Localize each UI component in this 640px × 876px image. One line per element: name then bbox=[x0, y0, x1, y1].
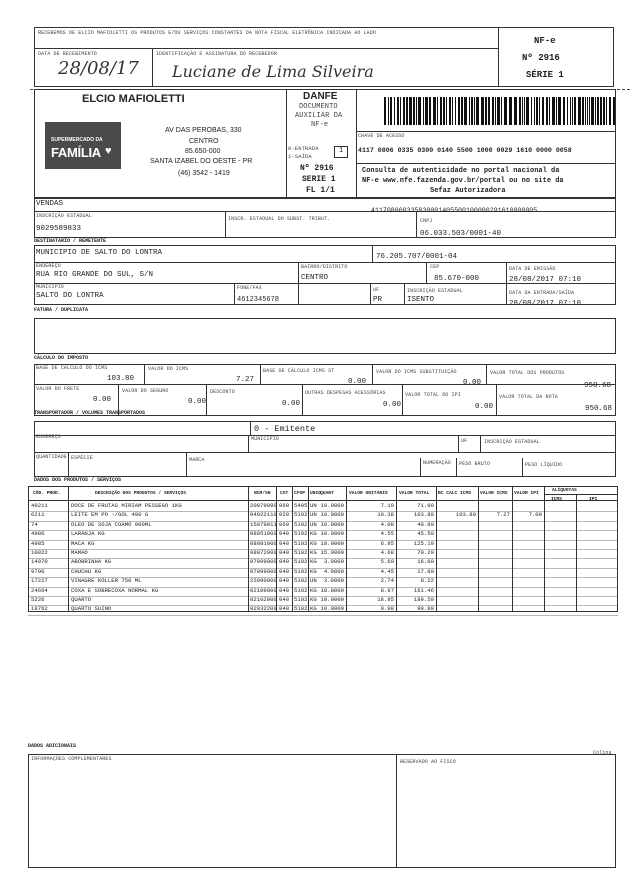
recipient-uf: PR bbox=[373, 296, 383, 304]
cell-bc-icms: 103.80 bbox=[455, 511, 476, 519]
col-cfop: CFOP bbox=[294, 491, 306, 496]
receipt-series: SÉRIE 1 bbox=[526, 70, 564, 80]
cell-unit-value: 18.95 bbox=[377, 596, 394, 603]
col-icms: VALOR ICMS bbox=[480, 491, 508, 496]
danfe-sub1: DOCUMENTO bbox=[299, 103, 338, 111]
recipient-district-label: BAIRRO/DISTRITO bbox=[301, 264, 348, 270]
cell-ncm: 02109900 bbox=[250, 586, 277, 594]
cell-total: 161.46 bbox=[413, 586, 434, 594]
cell-ncm: 02032200 bbox=[250, 605, 277, 613]
emission-label: DATA DE EMISSÃO bbox=[509, 266, 556, 272]
cell-total: 40.80 bbox=[417, 520, 434, 528]
cell-ncm: 15079011 bbox=[250, 520, 277, 528]
cell-cst: 040 bbox=[279, 586, 290, 594]
transport-net-label: PESO LÍQUIDO bbox=[525, 462, 563, 468]
cell-unit: UN bbox=[310, 577, 317, 585]
logo-line2: FAMÍLIA bbox=[51, 145, 101, 160]
recipient-cep: 85.670-000 bbox=[434, 275, 480, 283]
receipt-date-label: DATA DE RECEBIMENTO bbox=[38, 51, 97, 57]
recipient-city: SALTO DO LONTRA bbox=[36, 292, 104, 300]
cell-unit-value: 4.68 bbox=[380, 549, 394, 556]
cell-unit: KG bbox=[310, 549, 317, 556]
cell-code: 5226 bbox=[31, 596, 45, 603]
cell-code: 24664 bbox=[31, 586, 48, 594]
col-qty: QUANT bbox=[320, 491, 334, 496]
recipient-phone: 4612345678 bbox=[237, 296, 280, 304]
tax-icms-st: 0.00 bbox=[463, 379, 482, 387]
cell-cst: 040 bbox=[279, 549, 290, 556]
additional-frame bbox=[28, 754, 616, 868]
cell-desc: QUARTO SUINO bbox=[71, 605, 112, 613]
tax-freight: 0.00 bbox=[93, 396, 112, 404]
col-desc: DESCRIÇÃO DOS PRODUTOS / SERVIÇOS bbox=[95, 491, 186, 496]
receipt-nfe-label: NF-e bbox=[534, 36, 556, 46]
danfe-sub2: AUXILIAR DA bbox=[295, 112, 343, 120]
transport-numbering-label: NUMERAÇÃO bbox=[423, 460, 451, 466]
cell-cfop: 5102 bbox=[294, 567, 308, 575]
tax-base-label: BASE DE CÁLCULO DO ICMS bbox=[36, 365, 108, 371]
cell-ncm: 22090000 bbox=[250, 577, 277, 585]
col-rate-icms: ICMS bbox=[551, 497, 563, 502]
transport-uf-label: UF bbox=[461, 438, 468, 444]
cell-qty: 10.0000 bbox=[320, 520, 344, 528]
cnpj-value: 06.033.503/0001-40 bbox=[420, 230, 502, 238]
cell-qty: 10.0000 bbox=[320, 605, 344, 613]
recipient-ie-label: INSCRIÇÃO ESTADUAL bbox=[407, 288, 463, 294]
cell-total: 45.50 bbox=[417, 530, 434, 538]
transport-city-label: MUNICÍPIO bbox=[251, 436, 279, 442]
cell-unit-value: 8.97 bbox=[380, 586, 394, 594]
ie-st-label: INSCR. ESTADUAL DO SUBST. TRIBUT. bbox=[228, 216, 331, 222]
recipient-phone-label: FONE/FAX bbox=[237, 285, 262, 291]
cell-cfop: 5102 bbox=[294, 596, 308, 603]
col-rate-ipi: IPI bbox=[589, 497, 598, 502]
cell-cfop: 5405 bbox=[294, 502, 308, 509]
danfe-type: 1 bbox=[339, 147, 344, 155]
cell-code: 4985 bbox=[31, 539, 45, 547]
recipient-uf-label: UF bbox=[373, 287, 380, 293]
invoice-frame bbox=[34, 318, 616, 354]
cell-qty: 10.0000 bbox=[320, 511, 344, 519]
tax-other-label: OUTRAS DESPESAS ACESSÓRIAS bbox=[305, 390, 386, 396]
col-unit-value: VALOR UNITÁRIO bbox=[349, 491, 388, 496]
tax-icms-label: VALOR DO ICMS bbox=[148, 366, 189, 372]
cell-cst: 040 bbox=[279, 605, 290, 613]
access-key-barcode bbox=[384, 97, 618, 125]
col-bc-icms: BC CALC ICMS bbox=[438, 491, 472, 496]
additional-section: DADOS ADICIONAIS bbox=[28, 743, 77, 749]
cnpj-label: CNPJ bbox=[420, 218, 433, 224]
tax-products: 950.68 bbox=[584, 382, 612, 390]
tax-other: 0.00 bbox=[383, 401, 402, 409]
consult-line3: Sefaz Autorizadora bbox=[430, 187, 506, 195]
cell-cst: 060 bbox=[279, 502, 290, 509]
cell-unit: KG bbox=[310, 567, 317, 575]
tax-discount-label: DESCONTO bbox=[210, 389, 235, 395]
cell-desc: LARANJA KG bbox=[71, 530, 105, 538]
cell-qty: 10.0000 bbox=[320, 596, 344, 603]
cell-desc: VINAGRE KOLLER 750 ML bbox=[71, 577, 142, 585]
cell-unit-value: 2.74 bbox=[380, 577, 394, 585]
cell-unit-value: 10.38 bbox=[377, 511, 394, 519]
cell-ipi: 7.00 bbox=[528, 511, 542, 519]
cell-cst: 040 bbox=[279, 558, 290, 566]
receipt-sign-label: IDENTIFICAÇÃO E ASSINATURA DO RECEBEDOR bbox=[156, 51, 277, 57]
cell-ncm: 07099000 bbox=[250, 558, 277, 566]
issuer-city: SANTA IZABEL DO OESTE - PR bbox=[150, 158, 253, 165]
emission-value: 28/08/2017 07:10 bbox=[509, 276, 582, 284]
cell-total: 189.50 bbox=[413, 596, 434, 603]
cell-total: 71.90 bbox=[417, 502, 434, 509]
cell-desc: DOCE DE FRUTAS MIRIAM PESSEGO 1KG bbox=[71, 502, 182, 509]
cell-total: 70.20 bbox=[417, 549, 434, 556]
danfe-page: FL 1/1 bbox=[306, 186, 335, 195]
cell-ncm: 07099000 bbox=[250, 567, 277, 575]
cell-code: 14970 bbox=[31, 558, 48, 566]
cell-code: 17227 bbox=[31, 577, 48, 585]
cell-unit-value: 9.98 bbox=[380, 605, 394, 613]
transport-ie-label: INSCRIÇÃO ESTADUAL bbox=[484, 439, 540, 445]
entry-value: 28/08/2017 07:10 bbox=[509, 300, 582, 308]
tax-base: 103.80 bbox=[107, 375, 135, 383]
tax-icms: 7.27 bbox=[236, 376, 255, 384]
cell-desc: QUARTO bbox=[71, 596, 92, 603]
cell-desc: COXA E SOBRECOXA NORMAL KG bbox=[71, 586, 159, 594]
col-code: CÓD. PROD. bbox=[33, 491, 61, 496]
cell-unit: UN bbox=[310, 520, 317, 528]
access-key-label: CHAVE DE ACESSO bbox=[358, 133, 405, 139]
tax-section: CÁLCULO DO IMPOSTO bbox=[34, 355, 89, 361]
danfe-sub3: NF-e bbox=[311, 121, 329, 129]
cell-unit-value: 4.55 bbox=[380, 530, 394, 538]
col-cst: CST bbox=[280, 491, 289, 496]
cell-ncm: 04022110 bbox=[250, 511, 277, 519]
cell-cst: 020 bbox=[279, 511, 290, 519]
cell-qty: 18.0000 bbox=[320, 586, 344, 594]
cell-desc: MACA KG bbox=[71, 539, 95, 547]
cell-desc: CHUCHU KG bbox=[71, 567, 102, 575]
reserved-label: RESERVADO AO FISCO bbox=[400, 759, 456, 765]
cell-qty: 10.0000 bbox=[320, 530, 344, 538]
cell-cst: 040 bbox=[279, 567, 290, 575]
cell-cfop: 5102 bbox=[294, 586, 308, 594]
recipient-city-label: MUNICÍPIO bbox=[36, 284, 64, 290]
transport-section: TRANSPORTADOR / VOLUMES TRANSPORTADOS bbox=[34, 410, 146, 416]
recipient-district: CENTRO bbox=[301, 274, 329, 282]
cell-unit-value: 6.95 bbox=[380, 539, 394, 547]
cell-ncm: 08051000 bbox=[250, 530, 277, 538]
cell-cfop: 5102 bbox=[294, 605, 308, 613]
cell-total: 17.80 bbox=[417, 567, 434, 575]
tax-base-st-label: BASE DE CÁLCULO ICMS ST bbox=[263, 368, 335, 374]
transport-address-label: ENDEREÇO bbox=[36, 434, 61, 440]
cell-desc: LEITE EM PO -/GOL 400 G bbox=[71, 511, 149, 519]
cell-total: 16.80 bbox=[417, 558, 434, 566]
cell-cst: 040 bbox=[279, 596, 290, 603]
cell-cst: 040 bbox=[279, 539, 290, 547]
heart-icon: ♥ bbox=[105, 146, 112, 158]
cell-qty: 3.0000 bbox=[323, 577, 344, 585]
transport-species-label: ESPÉCIE bbox=[71, 455, 93, 461]
cell-code: 18762 bbox=[31, 605, 48, 613]
cell-qty: 15.0000 bbox=[320, 549, 344, 556]
cell-code: 6211 bbox=[31, 511, 45, 519]
transport-qty-label: QUANTIDADE bbox=[36, 454, 68, 460]
issuer-phone: (46) 3542 - 1419 bbox=[178, 170, 230, 177]
cell-cfop: 5102 bbox=[294, 539, 308, 547]
transport-frame bbox=[34, 421, 616, 477]
invoice-section: FATURA / DUPLICATA bbox=[34, 307, 89, 313]
consult-line1: Consulta de autenticidade no portal nacional da bbox=[362, 167, 560, 175]
cell-desc: MAMAO bbox=[71, 549, 88, 556]
cell-code: 9790 bbox=[31, 567, 45, 575]
cell-unit: KG bbox=[310, 558, 317, 566]
col-ipi: VALOR IPI bbox=[514, 491, 539, 496]
tax-ipi: 0.00 bbox=[475, 403, 494, 411]
cell-qty: 18.0000 bbox=[320, 539, 344, 547]
cell-total: 99.80 bbox=[417, 605, 434, 613]
tax-base-st: 0.00 bbox=[348, 378, 367, 386]
tax-insurance-label: VALOR DO SEGURO bbox=[122, 388, 169, 394]
transport-gross-label: PESO BRUTO bbox=[459, 461, 491, 467]
cell-unit: KG bbox=[310, 596, 317, 603]
recipient-ie: ISENTO bbox=[407, 296, 435, 304]
issuer-district: CENTRO bbox=[189, 138, 219, 145]
cell-icms: 7.27 bbox=[496, 511, 510, 519]
issuer-name: ELCIO MAFIOLETTI bbox=[82, 93, 185, 105]
cell-cst: 040 bbox=[279, 530, 290, 538]
col-rates: ALÍQUOTAS bbox=[552, 488, 577, 493]
issuer-zip: 85.650-000 bbox=[185, 148, 221, 155]
protocol: 411708060335030001405500100000291610000005 bbox=[371, 207, 538, 214]
col-unit: UNID bbox=[310, 491, 322, 496]
col-total: VALOR TOTAL bbox=[399, 491, 430, 496]
tax-discount: 0.00 bbox=[282, 400, 301, 408]
cell-code: 74 bbox=[31, 520, 38, 528]
cell-cfop: 5102 bbox=[294, 520, 308, 528]
cell-ncm: 08081000 bbox=[250, 539, 277, 547]
recipient-cnpj: 76.205.707/0001-04 bbox=[376, 253, 458, 261]
cell-cfop: 5102 bbox=[294, 577, 308, 585]
freight-mode: 0 - Emitente bbox=[254, 424, 316, 434]
ie-value: 9029589833 bbox=[36, 225, 82, 233]
cell-qty: 3.0000 bbox=[323, 558, 344, 566]
cell-cfop: 5102 bbox=[294, 549, 308, 556]
issuer-address: AV DAS PEROBAS, 330 bbox=[165, 127, 242, 134]
cell-unit-value: 5.60 bbox=[380, 558, 394, 566]
tax-products-label: VALOR TOTAL DOS PRODUTOS bbox=[490, 370, 565, 376]
cell-qty: 10.0000 bbox=[320, 502, 344, 509]
cell-unit: KG bbox=[310, 539, 317, 547]
tax-freight-label: VALOR DO FRETE bbox=[36, 386, 80, 392]
additional-footer: Colina bbox=[593, 750, 612, 756]
products-section: DADOS DOS PRODUTOS / SERVIÇOS bbox=[34, 477, 122, 483]
cell-unit-value: 4.08 bbox=[380, 520, 394, 528]
cell-desc: OLEO DE SOJA COAMO 900ML bbox=[71, 520, 152, 528]
cell-unit: KG bbox=[310, 605, 317, 613]
cell-total: 103.80 bbox=[413, 511, 434, 519]
cell-desc: ABOBRINHA KG bbox=[71, 558, 112, 566]
tax-icms-st-label: VALOR DO ICMS SUBSTITUIÇÃO bbox=[376, 369, 457, 375]
cell-unit: KG bbox=[310, 530, 317, 538]
col-ncm: NCM/SH bbox=[254, 491, 271, 496]
recipient-section: DESTINATÁRIO / REMETENTE bbox=[34, 238, 107, 244]
tax-insurance: 0.00 bbox=[188, 398, 207, 406]
recipient-name: MUNICIPIO DE SALTO DO LONTRA bbox=[36, 249, 163, 257]
cell-unit: KG bbox=[310, 586, 317, 594]
cell-unit-value: 4.45 bbox=[380, 567, 394, 575]
cell-cfop: 5102 bbox=[294, 511, 308, 519]
cell-cst: 040 bbox=[279, 577, 290, 585]
cell-ncm: 02102000 bbox=[250, 596, 277, 603]
cell-qty: 4.0000 bbox=[323, 567, 344, 575]
danfe-title: DANFE bbox=[303, 91, 338, 102]
complementary-label: INFORMAÇÕES COMPLEMENTARES bbox=[31, 756, 112, 762]
danfe-series: SERIE 1 bbox=[302, 175, 336, 184]
cell-ncm: 20079990 bbox=[250, 502, 277, 509]
danfe-number: Nº 2916 bbox=[300, 164, 334, 173]
cell-code: 49211 bbox=[31, 502, 48, 509]
cell-cfop: 5102 bbox=[294, 530, 308, 538]
cell-total: 125.10 bbox=[413, 539, 434, 547]
cell-code: 10022 bbox=[31, 549, 48, 556]
entry-label: DATA DA ENTRADA/SAÍDA bbox=[509, 290, 575, 296]
recipient-address-label: ENDEREÇO bbox=[36, 263, 61, 269]
tax-ipi-label: VALOR TOTAL DO IPI bbox=[405, 392, 461, 398]
receipt-date-value: 28/08/17 bbox=[58, 58, 139, 79]
ie-label: INSCRIÇÃO ESTADUAL bbox=[36, 213, 92, 219]
recipient-address: RUA RIO GRANDE DO SUL, S/N bbox=[36, 271, 154, 279]
tax-total: 950.68 bbox=[585, 405, 613, 413]
issuer-logo bbox=[45, 122, 121, 169]
cell-cst: 060 bbox=[279, 520, 290, 528]
receipt-signature: Luciane de Lima Silveira bbox=[172, 62, 374, 81]
cell-cfop: 5102 bbox=[294, 558, 308, 566]
access-key: 4117 0806 0335 0300 0140 5500 1000 0029 1610 0000 0058 bbox=[358, 147, 572, 154]
cell-unit: UN bbox=[310, 502, 317, 509]
nature-value: VENDAS bbox=[36, 200, 64, 208]
cell-ncm: 08072000 bbox=[250, 549, 277, 556]
cell-unit: UN bbox=[310, 511, 317, 519]
transport-brand-label: MARCA bbox=[189, 457, 205, 463]
cell-unit-value: 7.19 bbox=[380, 502, 394, 509]
cell-code: 4986 bbox=[31, 530, 45, 538]
receipt-notice: RECEBEMOS DE ELCIO MAFIOLETTI OS PRODUTOS E/OU SERVIÇOS CONSTANTES DA NOTA FISCAL ELETRÔNICA INDICADA AO LADO bbox=[38, 30, 376, 36]
receipt-number: Nº 2916 bbox=[522, 53, 560, 63]
danfe-exit: 1-SAÍDA bbox=[288, 153, 312, 160]
recipient-cep-label: CEP bbox=[430, 264, 440, 270]
logo-line1: SUPERMERCADO DA bbox=[51, 137, 103, 143]
danfe-entry: 0-ENTRADA bbox=[288, 145, 319, 152]
cell-total: 8.22 bbox=[420, 577, 434, 585]
tax-total-label: VALOR TOTAL DA NOTA bbox=[499, 394, 558, 400]
consult-line2: NF-e www.nfe.fazenda.gov.br/portal ou no site da bbox=[362, 177, 564, 185]
